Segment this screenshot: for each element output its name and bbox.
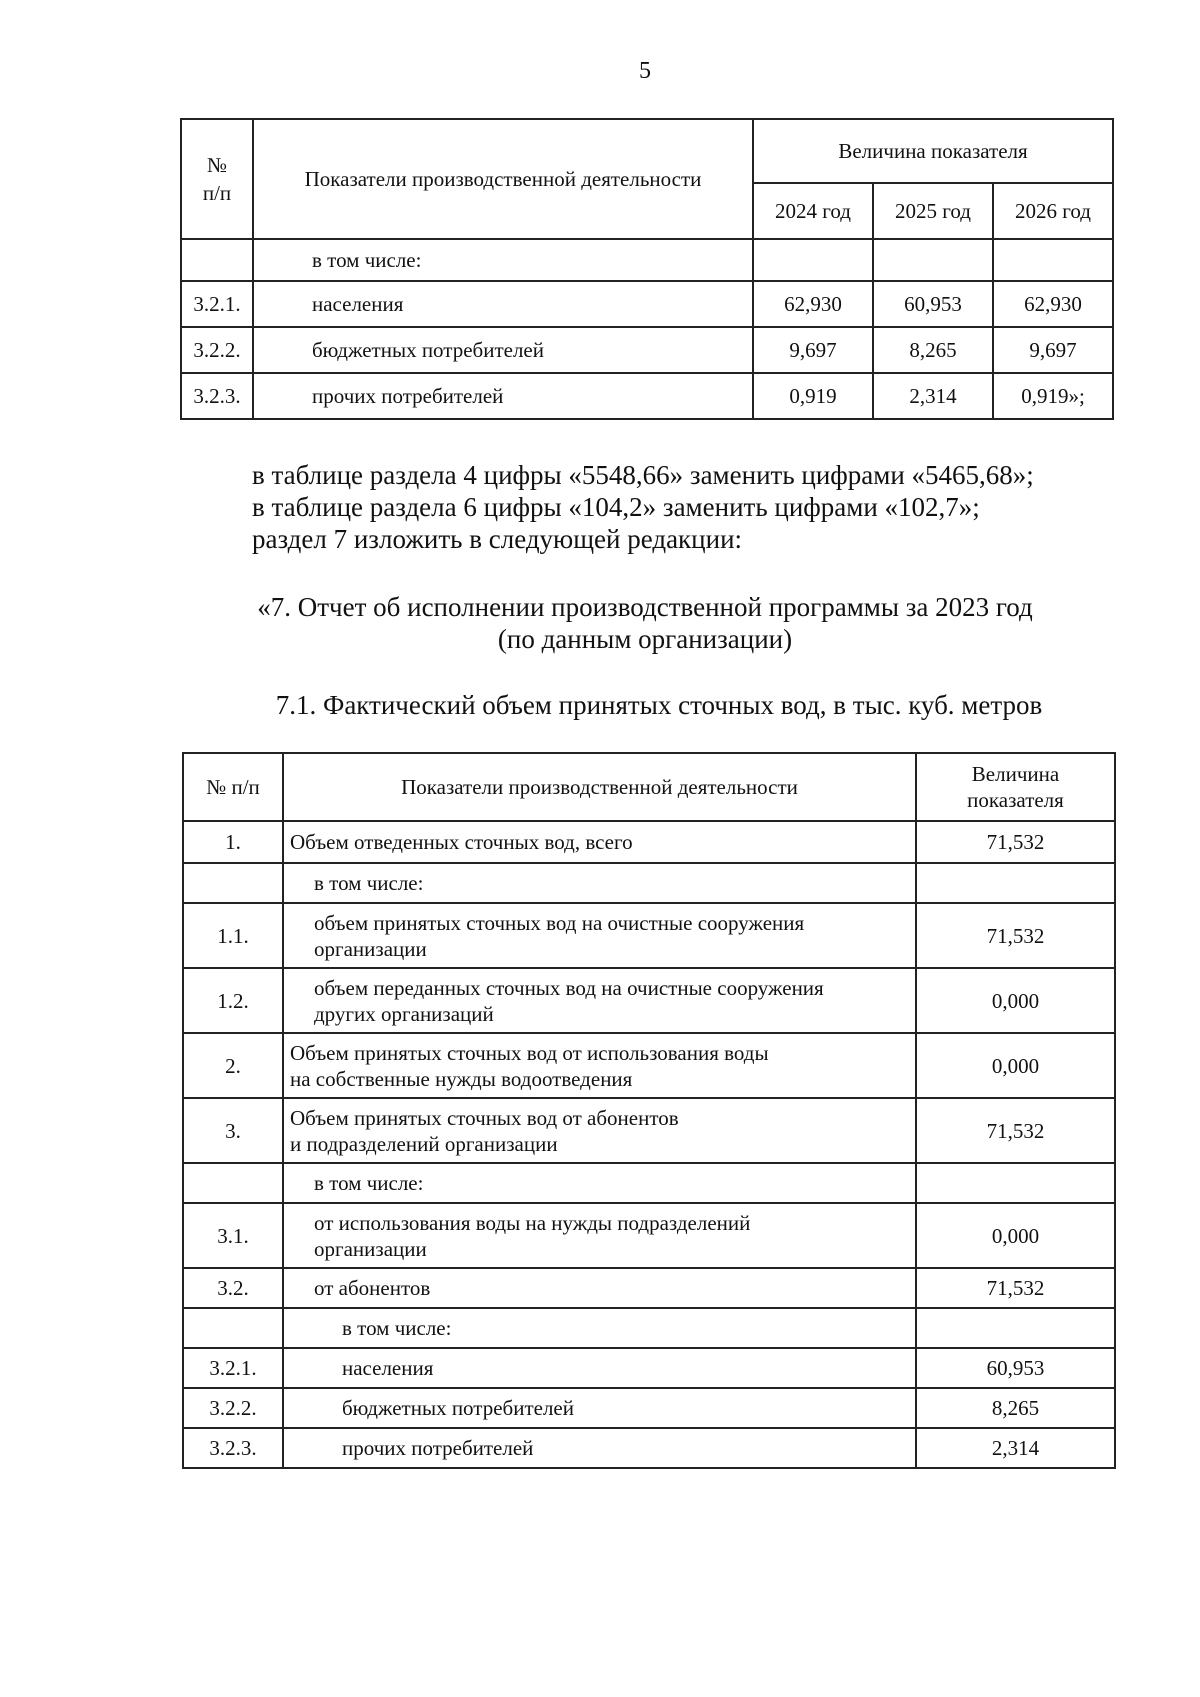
row-indicator: населения	[283, 1348, 916, 1388]
row-value	[916, 1308, 1115, 1348]
table-header-row	[181, 119, 1113, 183]
table-row	[183, 1348, 1115, 1388]
row-indicator: Объем отведенных сточных вод, всего	[283, 821, 916, 863]
row-indicator: населения	[253, 281, 753, 327]
row-number: 1.2.	[183, 968, 283, 1033]
row-number: 1.1.	[183, 903, 283, 968]
row-indicator: бюджетных потребителей	[253, 327, 753, 373]
row-value: 71,532	[916, 1268, 1115, 1308]
table-row	[183, 863, 1115, 903]
row-number	[183, 1163, 283, 1203]
row-value: 2,314	[916, 1428, 1115, 1468]
row-indicator: в том числе:	[283, 1163, 916, 1203]
row-value-2026: 62,930	[993, 281, 1113, 327]
row-value	[916, 863, 1115, 903]
row-number	[181, 239, 253, 281]
row-value: 0,000	[916, 968, 1115, 1033]
row-value-2026	[993, 239, 1113, 281]
table-row	[183, 1388, 1115, 1428]
row-indicator: от абонентов	[283, 1268, 916, 1308]
row-number: 1.	[183, 821, 283, 863]
row-value-2024: 0,919	[753, 373, 873, 419]
row-number: 3.2.1.	[183, 1348, 283, 1388]
row-value-2026: 9,697	[993, 327, 1113, 373]
subsection-heading: 7.1. Фактический объем принятых сточных вод, в тыс. куб. метров	[275, 690, 1043, 720]
section-heading-line: «7. Отчет об исполнении производственной программы за 2023 год	[257, 592, 1033, 622]
table-row	[183, 903, 1115, 968]
row-value-2024	[753, 239, 873, 281]
row-value: 0,000	[916, 1203, 1115, 1268]
row-value: 8,265	[916, 1388, 1115, 1428]
column-header-value-group: Величина показателя	[753, 119, 1113, 183]
row-value-2024: 9,697	[753, 327, 873, 373]
table-row	[183, 1203, 1115, 1268]
table-row	[181, 327, 1113, 373]
table-row	[183, 1428, 1115, 1468]
table-row	[183, 1308, 1115, 1348]
row-indicator: прочих потребителей	[283, 1428, 916, 1468]
table-row	[183, 1163, 1115, 1203]
row-value-2025	[873, 239, 993, 281]
row-value-2026: 0,919»;	[993, 373, 1113, 419]
column-header-indicator: Показатели производственной деятельности	[253, 119, 753, 239]
row-number	[183, 1308, 283, 1348]
row-indicator: бюджетных потребителей	[283, 1388, 916, 1428]
section-heading-line: (по данным организации)	[497, 624, 793, 654]
wastewater-volume-table	[182, 752, 1116, 1469]
page-number: 5	[639, 58, 651, 84]
amendment-paragraph: в таблице раздела 6 цифры «104,2» заменить цифрами «102,7»;	[252, 492, 980, 522]
row-indicator: в том числе:	[253, 239, 753, 281]
column-header-value: Величина показателя	[916, 753, 1115, 821]
table-row	[183, 1033, 1115, 1098]
row-value-2024: 62,930	[753, 281, 873, 327]
row-value: 71,532	[916, 1098, 1115, 1163]
table-row	[183, 968, 1115, 1033]
table-row	[183, 821, 1115, 863]
column-header-indicator: Показатели производственной деятельности	[283, 753, 916, 821]
row-number: 2.	[183, 1033, 283, 1098]
column-header-year-2026: 2026 год	[993, 183, 1113, 239]
row-value: 71,532	[916, 821, 1115, 863]
column-header-year-2025: 2025 год	[873, 183, 993, 239]
row-value: 60,953	[916, 1348, 1115, 1388]
row-value: 0,000	[916, 1033, 1115, 1098]
row-indicator: Объем принятых сточных вод от использования воды на собственные нужды водоотведения	[283, 1033, 916, 1098]
row-number: 3.2.2.	[183, 1388, 283, 1428]
amendment-paragraph: в таблице раздела 4 цифры «5548,66» заменить цифрами «5465,68»;	[252, 460, 1034, 490]
column-header-number: № п/п	[183, 753, 283, 821]
row-value-2025: 8,265	[873, 327, 993, 373]
row-number	[183, 863, 283, 903]
row-number: 3.2.1.	[181, 281, 253, 327]
table-row	[183, 1268, 1115, 1308]
row-value: 71,532	[916, 903, 1115, 968]
table-row	[181, 373, 1113, 419]
row-indicator: прочих потребителей	[253, 373, 753, 419]
row-number: 3.2.3.	[183, 1428, 283, 1468]
table-row	[181, 239, 1113, 281]
amendment-paragraph: раздел 7 изложить в следующей редакции:	[252, 524, 743, 554]
row-value	[916, 1163, 1115, 1203]
production-indicators-forecast-table	[180, 118, 1114, 420]
row-value-2025: 2,314	[873, 373, 993, 419]
row-number: 3.2.2.	[181, 327, 253, 373]
row-indicator: в том числе:	[283, 1308, 916, 1348]
row-number: 3.2.	[183, 1268, 283, 1308]
row-number: 3.	[183, 1098, 283, 1163]
row-indicator: Объем принятых сточных вод от абонентов и подразделений организации	[283, 1098, 916, 1163]
column-header-year-2024: 2024 год	[753, 183, 873, 239]
row-indicator: от использования воды на нужды подразделений организации	[283, 1203, 916, 1268]
column-header-number: № п/п	[181, 119, 253, 239]
table-header-row	[183, 753, 1115, 821]
row-number: 3.2.3.	[181, 373, 253, 419]
row-indicator: объем переданных сточных вод на очистные сооружения других организаций	[283, 968, 916, 1033]
table-row	[181, 281, 1113, 327]
row-value-2025: 60,953	[873, 281, 993, 327]
table-row	[183, 1098, 1115, 1163]
row-indicator: объем принятых сточных вод на очистные сооружения организации	[283, 903, 916, 968]
row-number: 3.1.	[183, 1203, 283, 1268]
row-indicator: в том числе:	[283, 863, 916, 903]
